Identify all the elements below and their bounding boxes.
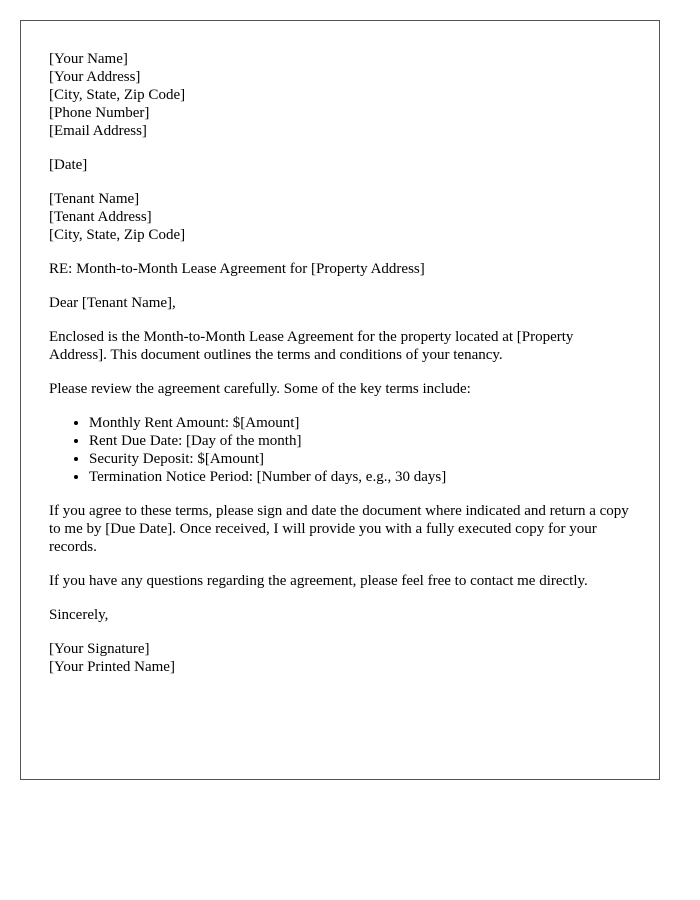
term-item-security-deposit: • Security Deposit: $[Amount] <box>89 450 631 468</box>
sender-email: [Email Address] <box>49 123 147 139</box>
questions-paragraph: If you have any questions regarding the agreement, please feel free to contact me directly. <box>49 573 588 589</box>
sender-phone: [Phone Number] <box>49 105 150 121</box>
letter-date: [Date] <box>49 157 88 173</box>
subject-line: RE: Month-to-Month Lease Agreement for [Property Address] <box>49 261 425 277</box>
recipient-name: [Tenant Name] <box>49 191 140 207</box>
sender-address: [Your Address] <box>49 69 141 85</box>
sender-city-state-zip: [City, State, Zip Code] <box>49 87 186 103</box>
key-terms-list <box>49 414 631 486</box>
term-item-rent-amount: • Monthly Rent Amount: $[Amount] <box>89 414 631 432</box>
sender-name: [Your Name] <box>49 51 128 67</box>
printed-name: [Your Printed Name] <box>49 659 175 675</box>
closing: Sincerely, <box>49 607 109 623</box>
review-paragraph: Please review the agreement carefully. Some of the key terms include: <box>49 381 471 397</box>
recipient-city-state-zip: [City, State, Zip Code] <box>49 227 186 243</box>
salutation: Dear [Tenant Name], <box>49 295 176 311</box>
sender-block <box>49 50 631 140</box>
recipient-block <box>49 190 631 244</box>
instructions-paragraph: If you agree to these terms, please sign and date the document where indicated and return a copy to me by [Due Date]. Once received, I will provide you with a fully executed copy for your records. <box>49 503 629 555</box>
letter-page <box>20 20 660 780</box>
term-item-due-date: • Rent Due Date: [Day of the month] <box>89 432 631 450</box>
signature-block <box>49 640 631 676</box>
intro-paragraph: Enclosed is the Month-to-Month Lease Agreement for the property located at [Property Address]. This document outlines the terms and conditions of your tenancy. <box>49 329 574 363</box>
signature-line: [Your Signature] <box>49 641 150 657</box>
recipient-address: [Tenant Address] <box>49 209 152 225</box>
term-item-termination-notice: • Termination Notice Period: [Number of days, e.g., 30 days] <box>89 468 631 486</box>
